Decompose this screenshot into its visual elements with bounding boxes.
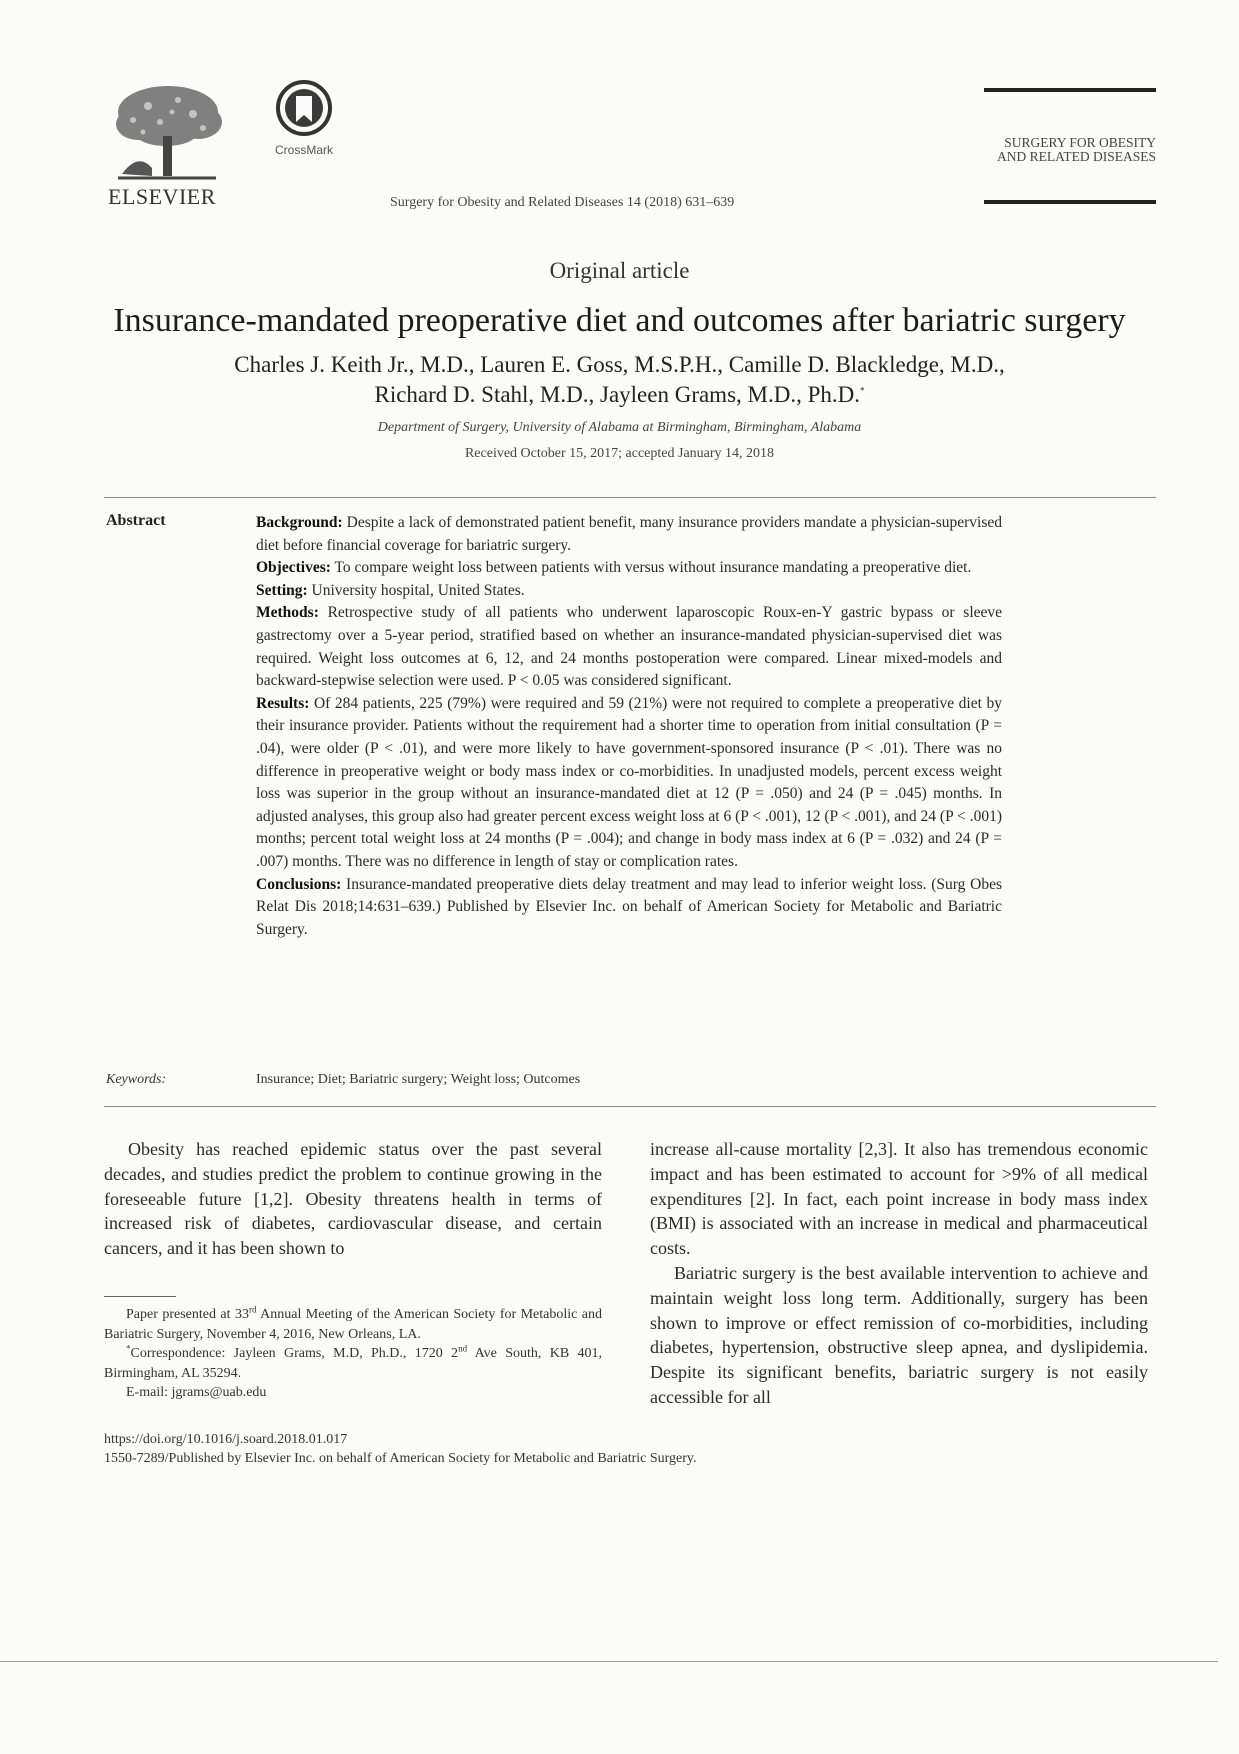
- fn1-text-a: Paper presented at 33: [126, 1307, 249, 1322]
- abstract-background: [256, 512, 1002, 557]
- methods-label: Methods:: [256, 604, 319, 622]
- article-type: Original article: [549, 258, 690, 283]
- crossmark-label: CrossMark: [274, 143, 333, 157]
- objectives-label: Objectives:: [256, 559, 331, 577]
- body-paragraph: Obesity has reached epidemic status over the past several decades, and studies predict the problem to continue growing in the foreseeable future [1,2]. Obesity threatens health in terms of increased risk of diabetes, cardiovascular disease, and certain cancers, and it has been shown to: [104, 1139, 602, 1259]
- body-column-right: [650, 1137, 1148, 1410]
- abstract-conclusions: [256, 874, 1002, 942]
- results-text: Of 284 patients, 225 (79%) were required and 59 (21%) were not required to complete a preoperative diet by their insurance provider. Patients without the requirement had a shorter time to operation from initial consultation (P = .04), were older (P < .01), and were more likely to have government-sponsored insurance (P < .01). There was no difference in preoperative weight or body mass index or co-morbidities. In unadjusted models, percent excess weight loss was superior in the group without an insurance-mandated diet at 12 (P = .050) and 24 (P = .045) months. In adjusted analyses, this group also had greater percent excess weight loss at 6 (P < .001), 12 (P < .001), and 24 (P < .001) months; percent total weight loss at 24 months (P = .004); and change in body mass index at 6 (P = .032) and 24 (P = .007) months. There was no difference in length of stay or complication rates.: [256, 694, 1003, 870]
- journal-brand-line2: AND RELATED DISEASES: [996, 149, 1156, 164]
- abstract-setting: [256, 580, 1002, 603]
- abstract-results: [256, 693, 1002, 874]
- masthead-rule-top: [984, 88, 1156, 92]
- background-label: Background:: [256, 514, 343, 531]
- body-column-left: [104, 1137, 602, 1261]
- correspondence-mark[interactable]: *: [860, 385, 865, 396]
- footnote-presentation: [104, 1305, 602, 1344]
- doi-link[interactable]: https://doi.org/10.1016/j.soard.2018.01.017: [104, 1432, 348, 1447]
- fn2-sup: nd: [458, 1343, 468, 1354]
- results-label: Results:: [256, 694, 310, 712]
- abstract-bottom-divider: [104, 1106, 1156, 1107]
- authors-line2-text: Richard D. Stahl, M.D., Jayleen Grams, M.D., Ph.D.: [374, 382, 860, 407]
- affiliation: Department of Surgery, University of Alabama at Birmingham, Birmingham, Alabama: [377, 420, 862, 435]
- methods-text: Retrospective study of all patients who underwent laparoscopic Roux-en-Y gastric bypass or sleeve gastrectomy over a 5-year period, stratified based on whether an insurance-mandated physician-supervised diet was required. Weight loss outcomes at 6, 12, and 24 months postoperation were compared. Linear mixed-models and backward-stepwise selection were used. P < 0.05 was considered significant.: [256, 604, 1003, 690]
- publisher-logo: [108, 82, 226, 210]
- abstract-methods: [256, 602, 1002, 692]
- fn2-text-a: Correspondence: Jayleen Grams, M.D, Ph.D., 1720 2: [130, 1346, 459, 1361]
- background-text: Despite a lack of demonstrated patient benefit, many insurance providers mandate a physician-supervised diet before financial coverage for bariatric surgery.: [256, 514, 1002, 554]
- footnotes: [104, 1305, 602, 1403]
- journal-brand-line1: SURGERY FOR OBESITY: [1004, 135, 1156, 150]
- footnote-email[interactable]: E-mail: jgrams@uab.edu: [126, 1385, 267, 1400]
- fn1-sup: rd: [248, 1304, 257, 1315]
- tree-logo-icon: [108, 82, 226, 182]
- received-dates: Received October 15, 2017; accepted January 14, 2018: [464, 446, 775, 461]
- keywords-list: Insurance; Diet; Bariatric surgery; Weight loss; Outcomes: [256, 1072, 581, 1087]
- abstract-body: [256, 512, 1002, 941]
- crossmark-icon: [276, 80, 332, 136]
- abstract-top-divider: [104, 497, 1156, 498]
- article-title: Insurance-mandated preoperative diet and outcomes after bariatric surgery: [113, 302, 1126, 339]
- body-paragraph: Bariatric surgery is the best available intervention to achieve and maintain weight loss long term. Additionally, surgery has been shown to improve or effect remission of co-morbidities, including diabetes, hypertension, obstructive sleep apnea, and dyslipidemia. Despite its significant benefits, bariatric surgery is not easily accessible for all: [650, 1262, 1148, 1407]
- issn-statement: 1550-7289/Published by Elsevier Inc. on behalf of American Society for Metabolic and Bariatric Surgery.: [104, 1451, 697, 1466]
- conclusions-text: Insurance-mandated preoperative diets delay treatment and may lead to inferior weight loss. (Surg Obes Relat Dis 2018;14:631–639.) Published by Elsevier Inc. on behalf of American Society for Metabolic and Bariatric Surgery.: [256, 875, 1003, 938]
- page-bottom-rule: [0, 1661, 1218, 1662]
- setting-text: University hospital, United States.: [311, 581, 525, 599]
- masthead-rule-bottom: [984, 200, 1156, 204]
- authors-line1: Charles J. Keith Jr., M.D., Lauren E. Goss, M.S.P.H., Camille D. Blackledge, M.D.,: [234, 352, 1005, 377]
- fn2-mark: *: [126, 1343, 131, 1354]
- crossmark-badge[interactable]: [268, 80, 340, 157]
- setting-label: Setting:: [256, 581, 308, 599]
- journal-citation: Surgery for Obesity and Related Diseases 14 (2018) 631–639: [390, 195, 735, 210]
- publisher-name: ELSEVIER: [108, 184, 216, 209]
- authors-line2: [0, 380, 1239, 410]
- abstract-heading: Abstract: [106, 512, 166, 529]
- body-paragraph: increase all-cause mortality [2,3]. It also has tremendous economic impact and has been estimated to account for >9% of all medical expenditures [2]. In fact, each point increase in body mass index (BMI) is associated with an increase in medical and pharmaceutical costs.: [650, 1139, 1148, 1259]
- author-list: [0, 350, 1239, 410]
- footnote-rule: [104, 1296, 176, 1297]
- footnote-correspondence: [104, 1344, 602, 1383]
- keywords-label: Keywords:: [106, 1072, 167, 1087]
- conclusions-label: Conclusions:: [256, 875, 342, 893]
- fn1-text-b: Annual Meeting of the American Society for Metabolic and Bariatric Surgery, November 4, 2016, New Orleans, LA.: [104, 1307, 602, 1342]
- journal-masthead: [984, 88, 1156, 204]
- objectives-text: To compare weight loss between patients with versus without insurance mandating a preoperative diet.: [334, 559, 972, 577]
- fn2-text-b: Ave South, KB 401, Birmingham, AL 35294.: [104, 1346, 602, 1381]
- abstract-objectives: [256, 557, 1002, 580]
- journal-brand: [984, 136, 1156, 164]
